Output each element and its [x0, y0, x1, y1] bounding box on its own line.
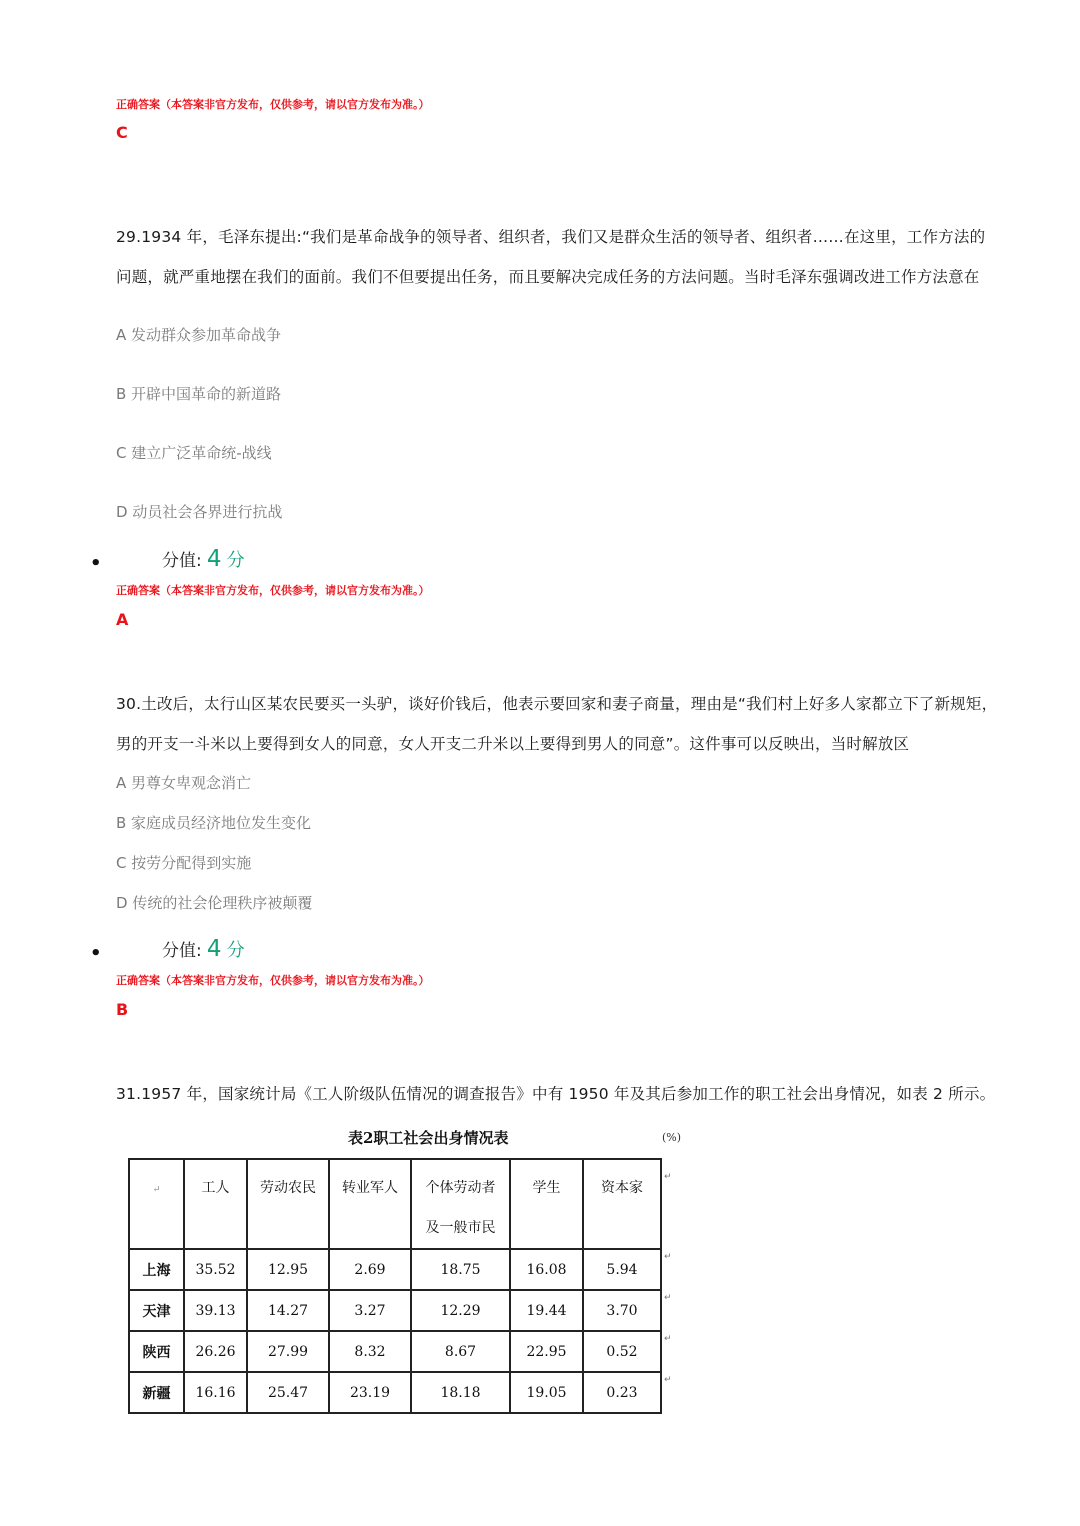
list-bullet: • [90, 943, 102, 964]
q30-score [162, 936, 245, 962]
table-row [129, 1331, 661, 1372]
table-cell: 16.16 [184, 1372, 247, 1413]
table-cell: 22.95 [510, 1331, 583, 1372]
q30-option-a: A 男尊女卑观念消亡 [116, 774, 252, 792]
table-header-cell: 资本家 [583, 1159, 661, 1249]
table-row [129, 1290, 661, 1331]
table-header-cell: 劳动农民 [247, 1159, 329, 1249]
q28-answer: C [116, 123, 128, 142]
table-cell: 8.67 [411, 1331, 510, 1372]
score-unit: 分 [226, 550, 245, 571]
score-value: 4 [206, 936, 222, 962]
table-header-cell: 工人 [184, 1159, 247, 1249]
table-cell: 19.44 [510, 1290, 583, 1331]
table-cell: 25.47 [247, 1372, 329, 1413]
table-cell: 3.70 [583, 1290, 661, 1331]
table-corner: ↵ [129, 1159, 184, 1249]
q29-text-line1: 29.1934 年，毛泽东提出:“我们是革命战争的领导者、组织者，我们又是群众生活的领导者、组织者……在这里，工作方法的 [116, 228, 986, 246]
q30-option-c: C 按劳分配得到实施 [116, 854, 252, 872]
paragraph-mark: ↵ [664, 1252, 672, 1262]
q30-answer: B [116, 1000, 129, 1019]
table-cell: 23.19 [329, 1372, 411, 1413]
table-cell: 8.32 [329, 1331, 411, 1372]
q30-option-d: D 传统的社会伦理秩序被颠覆 [116, 894, 313, 912]
paragraph-mark: ↵ [664, 1375, 672, 1385]
answer-disclaimer: 正确答案（本答案非官方发布，仅供参考，请以官方发布为准。） [116, 584, 430, 597]
table-cell: 2.69 [329, 1249, 411, 1290]
q30-option-b: B 家庭成员经济地位发生变化 [116, 814, 312, 832]
q30-text-line1: 30.土改后，太行山区某农民要买一头驴，谈好价钱后，他表示要回家和妻子商量，理由是“我们村上好多人家都立下了新规矩， [116, 695, 998, 713]
paragraph-mark: ↵ [664, 1293, 672, 1303]
table-cell: 12.29 [411, 1290, 510, 1331]
table-cell: 3.27 [329, 1290, 411, 1331]
table-header-row [129, 1159, 661, 1249]
table-cell: 39.13 [184, 1290, 247, 1331]
q29-answer: A [116, 610, 129, 629]
score-unit: 分 [226, 940, 245, 961]
table-cell: 18.18 [411, 1372, 510, 1413]
table-header-cell: 转业军人 [329, 1159, 411, 1249]
social-origin-table [128, 1158, 662, 1414]
table-title: 表2职工社会出身情况表 [348, 1129, 509, 1147]
answer-disclaimer: 正确答案（本答案非官方发布，仅供参考，请以官方发布为准。） [116, 974, 430, 987]
paragraph-mark: ↵ [664, 1172, 672, 1182]
q29-option-d: D 动员社会各界进行抗战 [116, 503, 283, 521]
q29-option-a: A 发动群众参加革命战争 [116, 326, 282, 344]
q29-score [162, 546, 245, 572]
q29-option-b: B 开辟中国革命的新道路 [116, 385, 282, 403]
table-cell: 35.52 [184, 1249, 247, 1290]
table-row-header: 陕西 [129, 1331, 184, 1372]
q30-text-line2: 男的开支一斗米以上要得到女人的同意，女人开支二升米以上要得到男人的同意”。这件事可以反映出，当时解放区 [116, 735, 910, 753]
table-cell: 0.23 [583, 1372, 661, 1413]
table-cell: 16.08 [510, 1249, 583, 1290]
paragraph-mark: ↵ [664, 1334, 672, 1344]
table-cell: 27.99 [247, 1331, 329, 1372]
score-value: 4 [206, 546, 222, 572]
table-cell: 5.94 [583, 1249, 661, 1290]
table-header-cell: 个体劳动者 及一般市民 [411, 1159, 510, 1249]
table-cell: 18.75 [411, 1249, 510, 1290]
table-row [129, 1372, 661, 1413]
table-header-cell: 学生 [510, 1159, 583, 1249]
table-cell: 14.27 [247, 1290, 329, 1331]
q31-text-line1: 31.1957 年，国家统计局《工人阶级队伍情况的调查报告》中有 1950 年及其后参加工作的职工社会出身情况，如表 2 所示。 [116, 1085, 996, 1103]
table-row-header: 天津 [129, 1290, 184, 1331]
q29-option-c: C 建立广泛革命统-战线 [116, 444, 272, 462]
table-row-header: 上海 [129, 1249, 184, 1290]
table-row [129, 1249, 661, 1290]
score-label: 分值: [162, 941, 202, 961]
table-cell: 19.05 [510, 1372, 583, 1413]
table-cell: 12.95 [247, 1249, 329, 1290]
table-cell: 26.26 [184, 1331, 247, 1372]
score-label: 分值: [162, 551, 202, 571]
answer-disclaimer: 正确答案（本答案非官方发布，仅供参考，请以官方发布为准。） [116, 98, 430, 111]
table-cell: 0.52 [583, 1331, 661, 1372]
table-row-header: 新疆 [129, 1372, 184, 1413]
table-unit: (%) [662, 1131, 682, 1144]
q29-text-line2: 问题，就严重地摆在我们的面前。我们不但要提出任务，而且要解决完成任务的方法问题。当时毛泽东强调改进工作方法意在 [116, 268, 980, 286]
list-bullet: • [90, 553, 102, 574]
